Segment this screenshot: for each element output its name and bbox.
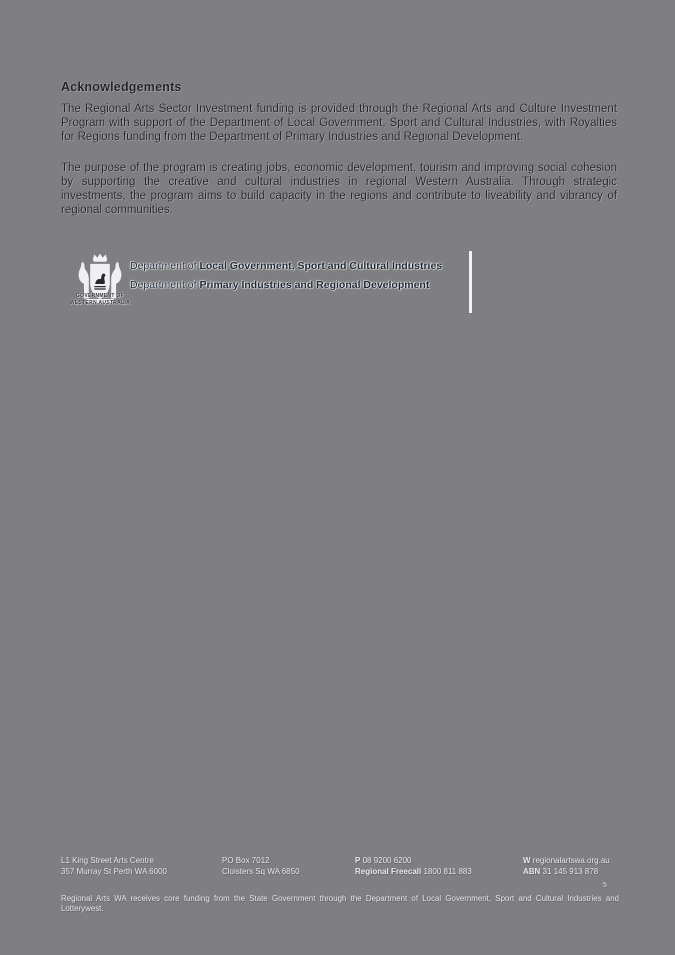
phone-label: P bbox=[355, 856, 361, 865]
department1-name: Local Government, Sport and Cultural Industries bbox=[199, 260, 443, 272]
abn-label: ABN bbox=[523, 867, 541, 876]
phone-line bbox=[355, 855, 523, 866]
street-address-line2: 357 Murray St Perth WA 6000 bbox=[61, 867, 167, 876]
department2-prefix: Department of bbox=[130, 278, 200, 291]
postal-address-line1: PO Box 7012 bbox=[222, 856, 270, 865]
paragraph-purpose: The purpose of the program is creating jobs, economic development, tourism and improving social cohesion by supporting the creative and cultural industries in regional Western Australia. Through strategic investments, the program aims to build capacity in the regions and contribute to liveability and vibrancy of regional communities. bbox=[61, 162, 617, 216]
department-line-dpird bbox=[130, 276, 442, 295]
department-line-dlgsc bbox=[130, 257, 442, 276]
department2-name: Primary Industries and Regional Development bbox=[199, 278, 430, 291]
paragraph-funding: The Regional Arts Sector Investment funding is provided through the Regional Arts and Culture Investment Program with support of the Department of Local Government, Sport and Cultural Industries, with Royalties for Regions funding from the Department of Primary Industries and Regional Development. bbox=[61, 103, 617, 143]
footer-street-address bbox=[61, 855, 222, 877]
street-address-line1: L1 King Street Arts Centre bbox=[61, 856, 154, 865]
crest-caption-line2: WESTERN AUSTRALIA bbox=[69, 299, 131, 306]
freecall-line bbox=[355, 866, 523, 877]
section-heading: Acknowledgements bbox=[61, 80, 182, 94]
page-number: 5 bbox=[603, 882, 607, 889]
abn-number: 31 145 913 878 bbox=[540, 867, 599, 876]
department-lockup bbox=[130, 257, 442, 294]
department1-prefix: Department of bbox=[130, 260, 200, 272]
freecall-number: 1800 811 883 bbox=[421, 867, 472, 876]
website-label: W bbox=[523, 856, 531, 865]
footer-postal-address bbox=[222, 855, 355, 877]
vertical-divider bbox=[469, 251, 472, 313]
freecall-label: Regional Freecall bbox=[355, 867, 422, 876]
funding-footnote: Regional Arts WA receives core funding from the State Government through the Department of Local Government, Sport and Cultural Industries and Lotterywest. bbox=[61, 894, 619, 913]
footer-web-abn bbox=[523, 855, 621, 877]
abn-line bbox=[523, 866, 621, 877]
postal-address-line2: Cloisters Sq WA 6850 bbox=[222, 867, 300, 876]
website-line bbox=[523, 855, 621, 866]
crest-caption-line1: GOVERNMENT OF bbox=[75, 293, 125, 299]
acknowledgements-section bbox=[61, 80, 617, 236]
crest-caption bbox=[62, 293, 138, 306]
website-url: regionalartswa.org.au bbox=[530, 856, 610, 865]
footer-contact-block bbox=[61, 855, 621, 877]
phone-number: 08 9200 6200 bbox=[360, 856, 412, 865]
footer-phone bbox=[355, 855, 523, 877]
